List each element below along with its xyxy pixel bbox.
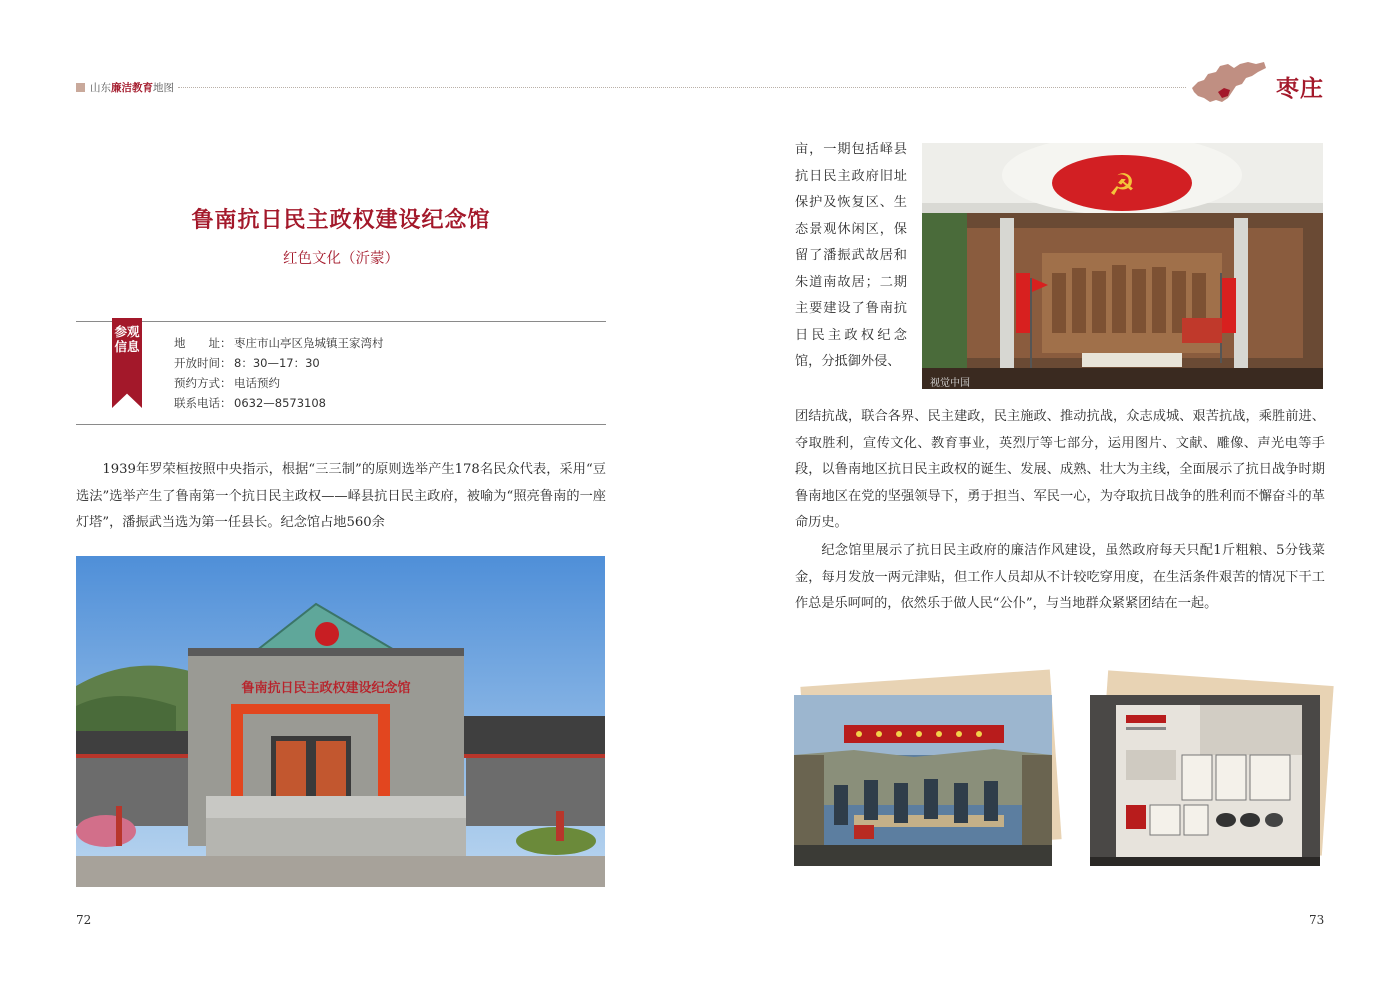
article-title: 鲁南抗日民主政权建设纪念馆 bbox=[191, 207, 491, 233]
info-row-address: 地 址： 枣庄市山亭区凫城镇王家湾村 bbox=[174, 336, 384, 350]
header-divider bbox=[178, 87, 1186, 88]
body-paragraph-1-continued-wide: 团结抗战，联合各界、民主建政，民主施政、推动抗战，众志成城、艰苦抗战，乘胜前进、夺取胜利，宣传文化、教育事业，英烈厅等七部分，运用图片、文献、雕像、声光电等手段，以鲁南地区抗日民主政权的诞生、发展、成熟、壮大为主线，全面展示了抗日战争时期鲁南地区在党的坚强领导下，勇于担当、军民一心，为夺取抗日战争的胜利而不懈奋斗的革命历史。 bbox=[795, 409, 1325, 530]
info-bottom-rule bbox=[76, 424, 606, 425]
article-subtitle: 红色文化（沂蒙） bbox=[283, 251, 399, 267]
info-row-hours: 开放时间： 8：30—17：30 bbox=[174, 356, 320, 370]
building-sign-text: 鲁南抗日民主政权建设纪念馆 bbox=[241, 681, 411, 696]
series-title: 山东廉洁教育地图 bbox=[90, 82, 174, 94]
info-row-phone: 联系电话： 0632—8573108 bbox=[174, 396, 326, 410]
exhibition-hall-photo bbox=[922, 143, 1323, 389]
diorama-photo bbox=[794, 695, 1052, 866]
body-paragraph-1-continued-narrow: 亩，一期包括峄县抗日民主政府旧址保护及恢复区、生态景观休闲区，保留了潘振武故居和朱道南故居；二期主要建设了鲁南抗日民主政权纪念馆，分抵御外侵、 bbox=[795, 142, 907, 369]
shandong-map-icon bbox=[1188, 58, 1268, 106]
info-row-booking: 预约方式： 电话预约 bbox=[174, 376, 280, 390]
memorial-building-photo bbox=[76, 556, 605, 887]
visit-info-label: 参观信息 bbox=[114, 324, 140, 354]
page-number-right: 73 bbox=[1309, 913, 1325, 927]
party-emblem-icon: ☭ bbox=[1108, 168, 1136, 203]
body-paragraph-2: 纪念馆里展示了抗日民主政府的廉洁作风建设，虽然政府每天只配1斤粗粮、5分钱菜金，每月发放一两元津贴，但工作人员却从不计较吃穿用度，在生活条件艰苦的情况下干工作总是乐呵呵的，依然乐于做人民“公仆”，与当地群众紧紧团结在一起。 bbox=[795, 543, 1325, 611]
page-number-left: 72 bbox=[76, 913, 92, 927]
city-name: 枣庄 bbox=[1276, 75, 1324, 102]
body-paragraph-1: 1939年罗荣桓按照中央指示，根据“三三制”的原则选举产生178名民众代表，采用“豆选法”选举产生了鲁南第一个抗日民主政权——峄县抗日民主政府，被喻为“照亮鲁南的一座灯塔”，潘振武当选为第一任县长。纪念馆占地560余 bbox=[76, 462, 606, 530]
exhibit-panel-photo bbox=[1090, 695, 1320, 866]
hall-watermark: 视觉中国 bbox=[930, 378, 970, 389]
info-top-rule bbox=[76, 321, 606, 322]
header-bullet bbox=[76, 83, 85, 92]
